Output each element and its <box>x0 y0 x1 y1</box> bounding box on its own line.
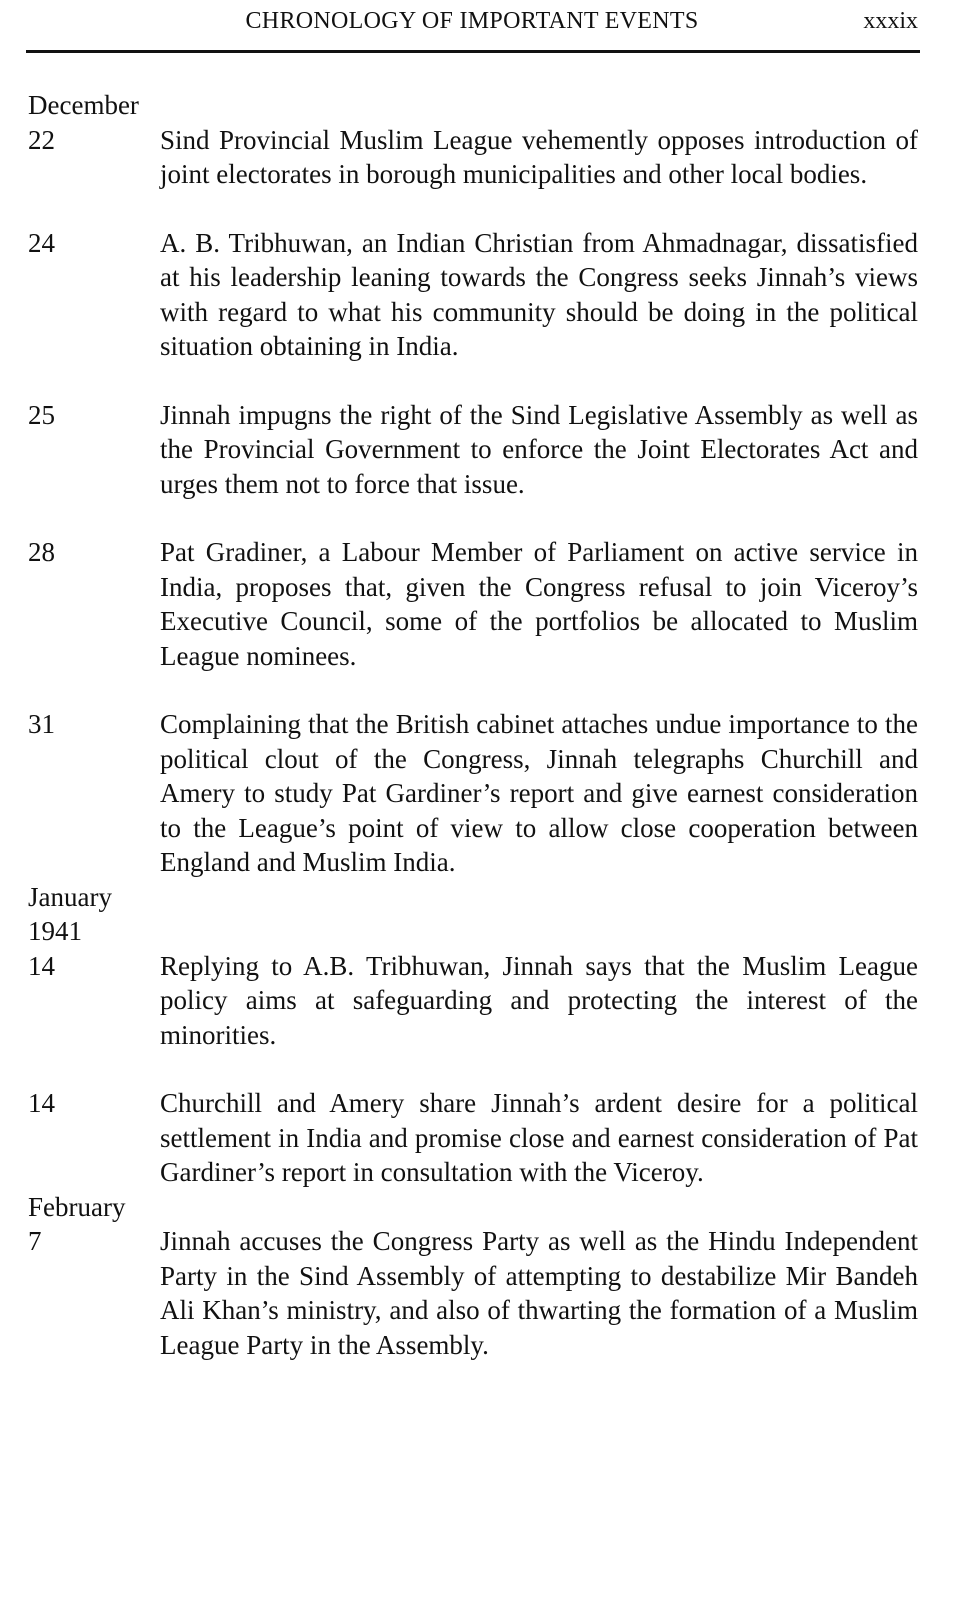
entry-text: Pat Gradiner, a Labour Member of Parliament on active service in India, proposes that, given the Congress refusal to join Viceroy’s Executive Council, some of the portfolios be allocated to Muslim League nominees. <box>160 537 918 671</box>
header-rule <box>26 50 920 53</box>
year-heading: 1941 <box>28 916 82 946</box>
month-heading-december: December <box>28 90 139 120</box>
entry-day: 28 <box>28 537 55 567</box>
page-number: xxxix <box>863 8 918 34</box>
chronology-entry <box>28 1086 918 1190</box>
entry-day: 31 <box>28 709 55 739</box>
chronology-entry <box>28 949 918 1053</box>
chronology-body <box>28 88 918 1362</box>
entry-day: 14 <box>28 1088 55 1118</box>
entry-text: Churchill and Amery share Jinnah’s ardent desire for a political settlement in India and promise close and earnest consideration of Pat Gardiner’s report in consultation with the Viceroy. <box>160 1088 918 1187</box>
entry-text: Jinnah accuses the Congress Party as well as the Hindu Independent Party in the Sind Assembly of attempting to destabilize Mir Bandeh Ali Khan’s ministry, and also of thwarting the formation of a Muslim League Party in the Assembly. <box>160 1226 918 1360</box>
chronology-entry <box>28 707 918 880</box>
month-heading-january: January <box>28 881 112 912</box>
entry-day: 22 <box>28 124 55 155</box>
entry-text: Sind Provincial Muslim League vehemently opposes introduction of joint electorates in borough municipalities and other local bodies. <box>160 124 918 189</box>
chronology-entry <box>28 1224 918 1362</box>
running-header <box>26 8 918 42</box>
entry-day: 14 <box>28 950 55 981</box>
entry-day: 7 <box>28 1226 42 1256</box>
month-heading-february: February <box>28 1191 126 1222</box>
chronology-entry <box>28 398 918 502</box>
entry-text: A. B. Tribhuwan, an Indian Christian from Ahmadnagar, dissatisfied at his leadership leaning towards the Congress seeks Jinnah’s views with regard to what his community should be doing in the political situation obtaining in India. <box>160 227 918 361</box>
chronology-entry <box>28 226 918 364</box>
entry-text: Jinnah impugns the right of the Sind Legislative Assembly as well as the Provincial Government to enforce the Joint Electorates Act and urges them not to force that issue. <box>160 399 918 499</box>
entry-day: 24 <box>28 227 55 258</box>
entry-day: 25 <box>28 399 55 430</box>
entry-text: Replying to A.B. Tribhuwan, Jinnah says that the Muslim League policy aims at safeguarding and protecting the interest of the minorities. <box>160 950 918 1050</box>
chronology-entry <box>28 535 918 673</box>
chronology-entry <box>28 123 918 192</box>
running-title: CHRONOLOGY OF IMPORTANT EVENTS <box>245 8 699 34</box>
entry-text: Complaining that the British cabinet attaches undue importance to the political clout of the Congress, Jinnah telegraphs Churchill and Amery to study Pat Gardiner’s report and give earnest consideration to the League’s point of view to allow close cooperation between England and Muslim India. <box>160 709 918 877</box>
